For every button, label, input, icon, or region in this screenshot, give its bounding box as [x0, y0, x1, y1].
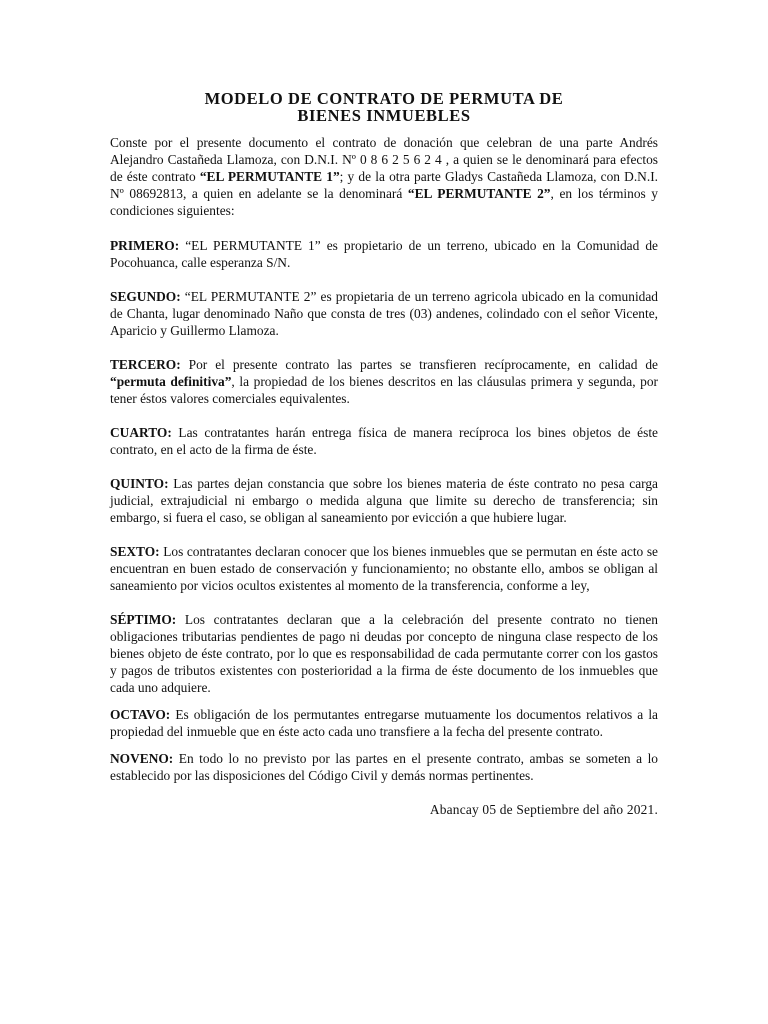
- intro-text-3: , en los términos y condiciones siguientes:: [110, 186, 659, 218]
- title-line-2: BIENES INMUEBLES: [297, 106, 471, 125]
- clause-text: “EL PERMUTANTE 1” es propietario de un terreno, ubicado en la Comunidad de Pocohuanca, calle esperanza S/N.: [110, 238, 658, 270]
- intro-paragraph: [110, 134, 658, 219]
- clause-septimo: [110, 611, 658, 696]
- clause-label: SEGUNDO:: [110, 289, 181, 304]
- clause-text: Es obligación de los permutantes entregarse mutuamente los documentos relativos a la propiedad del inmueble que en éste acto cada uno transfiere a la fecha del presente contrato.: [110, 707, 658, 739]
- party-2-name: “EL PERMUTANTE 2”: [407, 186, 551, 201]
- clause-text: “EL PERMUTANTE 2” es propietaria de un terreno agricola ubicado en la comunidad de Chanta, lugar denominado Naño que consta de tres (03) andenes, colindado con el señor Vicente, Aparicio y Guillermo Llamoza.: [110, 289, 658, 338]
- clause-octavo: [110, 706, 658, 740]
- clause-label: TERCERO:: [110, 357, 181, 372]
- clause-label: SEXTO:: [110, 544, 160, 559]
- clause-label: NOVENO:: [110, 751, 174, 766]
- clause-label: CUARTO:: [110, 425, 172, 440]
- clause-label: PRIMERO:: [110, 238, 180, 253]
- clause-cuarto: [110, 424, 658, 458]
- intro-text-1: Conste por el presente documento el contrato de donación que celebran de una parte Andrés Alejandro Castañeda Llamoza, con D.N.I. Nº 0 8 6 2 5 6 2 4 , a quien se le denominará para efectos de éste contrato: [110, 135, 658, 184]
- clause-text: Por el presente contrato las partes se transfieren recíprocamente, en calidad de: [180, 357, 658, 372]
- document-title: [110, 90, 658, 124]
- clause-text: Las partes dejan constancia que sobre los bienes materia de éste contrato no pesa carga judicial, extrajudicial ni embargo o medida alguna que limite su derecho de transferencia; sin embargo, si fuera el caso, se obligan al saneamiento por evicción a que hubiere lugar.: [110, 476, 658, 525]
- clause-tercero: [110, 356, 658, 407]
- clause-label: OCTAVO:: [110, 707, 171, 722]
- clause-text: Las contratantes harán entrega física de manera recíproca los bines objetos de éste contrato, en el acto de la firma de éste.: [110, 425, 658, 457]
- clause-text: Los contratantes declaran que a la celebración del presente contrato no tienen obligaciones tributarias pendientes de pago ni deudas por concepto de ninguna clase respecto de los bienes objeto de éste contrato, por lo que es responsabilidad de cada permutante correr con los gastos y pagos de tributos existentes con posterioridad a la firma de éste documento de los inmuebles que cada uno adquiere.: [110, 612, 658, 695]
- clause-noveno: [110, 750, 658, 784]
- clause-label: SÉPTIMO:: [110, 612, 177, 627]
- clause-text: , la propiedad de los bienes descritos en las cláusulas primera y segunda, por tener éstos valores comerciales equivalentes.: [110, 374, 658, 406]
- clause-label: QUINTO:: [110, 476, 169, 491]
- clause-primero: [110, 237, 658, 271]
- clause-text: En todo lo no previsto por las partes en el presente contrato, ambas se someten a lo establecido por las disposiciones del Código Civil y demás normas pertinentes.: [110, 751, 658, 783]
- date-line: Abancay 05 de Septiembre del año 2021.: [429, 802, 658, 817]
- party-1-name: “EL PERMUTANTE 1”: [199, 169, 340, 184]
- clause-sexto: [110, 543, 658, 594]
- intro-text-2: ; y de la otra parte Gladys Castañeda Llamoza, con D.N.I. Nº 08692813, a quien en adelante se la denominará: [110, 169, 659, 201]
- clause-emphasis: “permuta definitiva”: [110, 374, 232, 389]
- clause-text: Los contratantes declaran conocer que los bienes inmuebles que se permutan en éste acto se encuentran en buen estado de conservación y funcionamiento; no obstante ello, ambos se obligan al saneamiento por vicios ocultos existentes al momento de la transferencia, conforme a ley,: [110, 544, 658, 593]
- clause-quinto: [110, 475, 658, 526]
- clause-segundo: [110, 288, 658, 339]
- title-line-1: MODELO DE CONTRATO DE PERMUTA DE: [204, 89, 564, 108]
- document-page: [110, 90, 658, 818]
